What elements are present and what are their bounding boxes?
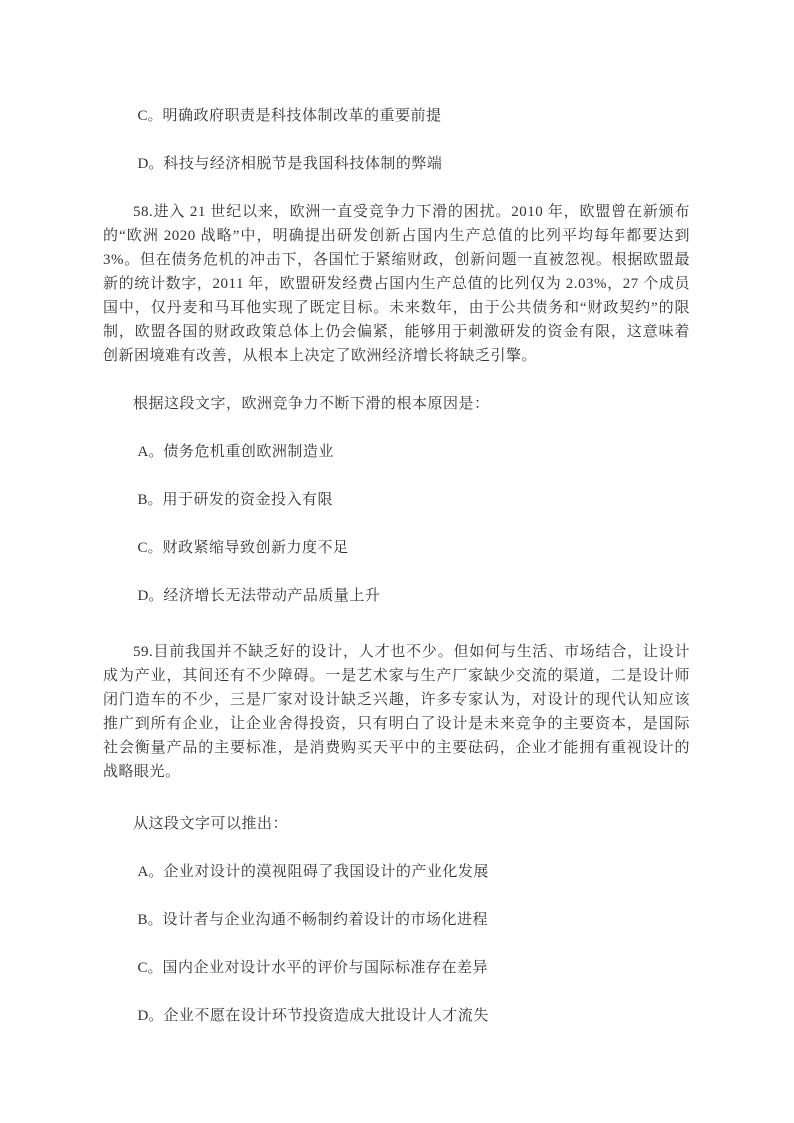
q58-option-a-label: A。	[137, 444, 164, 460]
q59-option-b-text: 设计者与企业沟通不畅制约着设计的市场化进程	[162, 912, 489, 928]
q59-option-b-label: B。	[137, 912, 163, 928]
q58-option-b-text: 用于研发的资金投入有限	[162, 492, 334, 508]
q59-option-c	[103, 956, 690, 980]
q57-option-c-label: C。	[137, 108, 163, 124]
q59-option-c-label: C。	[137, 960, 163, 976]
q58-option-c-label: C。	[137, 540, 163, 556]
q58-option-d-label: D。	[137, 588, 164, 604]
q58-option-c	[103, 536, 690, 560]
q57-option-c-text: 明确政府职责是科技体制改革的重要前提	[162, 108, 442, 124]
q57-option-d-label: D。	[137, 156, 164, 172]
q58-question: 根据这段文字，欧洲竞争力不断下滑的根本原因是：	[133, 396, 490, 412]
q59-option-a-label: A。	[137, 864, 164, 880]
q58-option-a-text: 债务危机重创欧洲制造业	[163, 444, 334, 460]
q58-passage: 58.进入 21 世纪以来，欧洲一直受竞争力下滑的困扰。2010 年，欧盟曾在新颁布的“欧洲 2020 战略”中，明确提出研发创新占国内生产总值的比列平均每年都要达到 3%。但在债务危机的冲击下，各国忙于紧缩财政，创新问题一直被忽视。根据欧盟最新的统计数字，2011 年，欧盟研发经费占国内生产总值的比列仅为 2.03%，27 个成员国中，仅丹麦和马耳他实现了既定目标。未来数年，由于公共债务和“财政契约”的限制，欧盟各国的财政政策总体上仍会偏紧，能够用于刺激研发的资金有限，这意味着创新困境难有改善，从根本上决定了欧洲经济增长将缺乏引擎。	[103, 204, 690, 364]
q59-option-c-text: 国内企业对设计水平的评价与国际标准存在差异	[162, 960, 489, 976]
q59-option-a-text: 企业对设计的漠视阻碍了我国设计的产业化发展	[163, 864, 489, 880]
q58-option-a	[103, 440, 690, 464]
q58-option-c-text: 财政紧缩导致创新力度不足	[162, 540, 349, 556]
q59-option-d-label: D。	[137, 1008, 164, 1024]
q57-option-d	[103, 152, 690, 176]
q59-option-a	[103, 860, 690, 884]
q59-option-b	[103, 908, 690, 932]
q58-option-b	[103, 488, 690, 512]
q59-option-d-text: 企业不愿在设计环节投资造成大批设计人才流失	[163, 1008, 489, 1024]
q57-option-d-text: 科技与经济相脱节是我国科技体制的弊端	[163, 156, 443, 172]
q59-option-d	[103, 1004, 690, 1028]
q57-option-c	[103, 104, 690, 128]
q59-question: 从这段文字可以推出：	[133, 816, 289, 832]
q59-passage: 59.目前我国并不缺乏好的设计，人才也不少。但如何与生活、市场结合，让设计成为产业，其间还有不少障碍。一是艺术家与生产厂家缺少交流的渠道，二是设计师闭门造车的不少，三是厂家对设计缺乏兴趣，许多专家认为，对设计的现代认知应该推广到所有企业，让企业舍得投资，只有明白了设计是未来竞争的主要资本，是国际社会衡量产品的主要标准，是消费购买天平中的主要砝码，企业才能拥有重视设计的战略眼光。	[103, 644, 690, 780]
q58-option-d-text: 经济增长无法带动产品质量上升	[163, 588, 381, 604]
q58-option-d	[103, 584, 690, 608]
q58-option-b-label: B。	[137, 492, 163, 508]
